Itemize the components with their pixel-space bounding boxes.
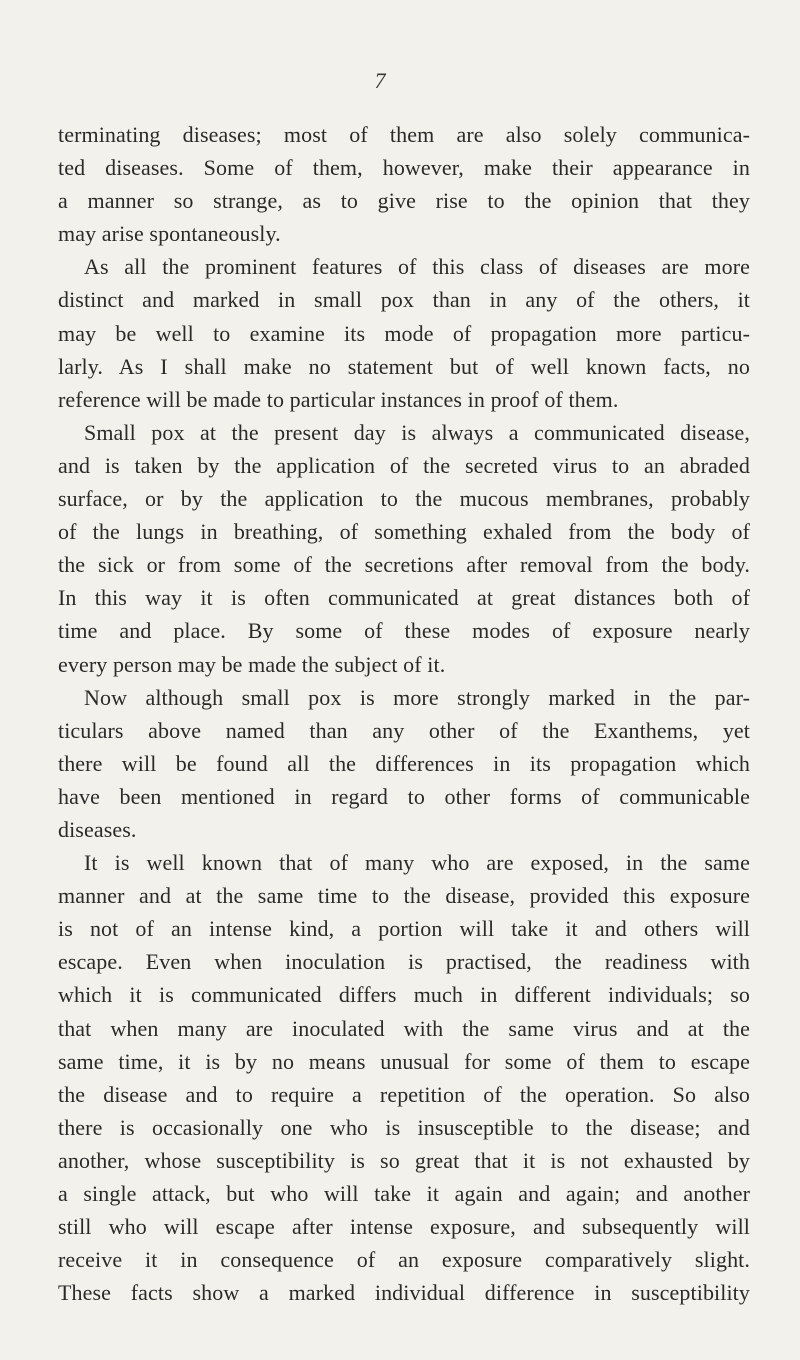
text-line: distinct and marked in small pox than in any of the others, it <box>58 287 750 313</box>
text-line: there will be found all the differences in its propagation which <box>58 750 750 776</box>
text-line: manner and at the same time to the disease, provided this exposure <box>58 883 750 909</box>
text-line: same time, it is by no means unusual for some of them to escape <box>58 1048 750 1074</box>
text-line: of the lungs in breathing, of something exhaled from the body of <box>58 519 750 545</box>
text-line: and is taken by the application of the secreted virus to an abraded <box>58 452 750 478</box>
text-line: As all the prominent features of this class of diseases are more <box>84 254 750 280</box>
text-line: a manner so strange, as to give rise to the opinion that they <box>58 188 750 214</box>
text-line: the disease and to require a repetition of the operation. So also <box>58 1081 750 1107</box>
text-line: terminating diseases; most of them are also solely communica- <box>58 122 750 147</box>
text-line: a single attack, but who will take it again and again; and another <box>58 1181 750 1206</box>
text-line: reference will be made to particular instances in proof of them. <box>58 386 619 412</box>
text-line: every person may be made the subject of it. <box>58 651 446 677</box>
text-line: another, whose susceptibility is so great that it is not exhausted by <box>58 1147 750 1173</box>
text-line: larly. As I shall make no statement but of well known facts, no <box>58 353 750 379</box>
text-line: It is well known that of many who are exposed, in the same <box>84 850 750 876</box>
text-line: surface, or by the application to the mucous membranes, probably <box>58 486 750 512</box>
text-line: ted diseases. Some of them, however, make their appearance in <box>58 155 750 181</box>
text-line: diseases. <box>58 816 137 842</box>
text-line: ticulars above named than any other of the Exanthems, yet <box>58 717 750 743</box>
text-line: receive it in consequence of an exposure comparatively slight. <box>58 1247 750 1273</box>
text-line: there is occasionally one who is insusceptible to the disease; and <box>58 1114 750 1140</box>
text-line: Small pox at the present day is always a communicated disease, <box>84 419 750 445</box>
body-text <box>58 118 750 1309</box>
text-line: Now although small pox is more strongly marked in the par- <box>84 684 750 710</box>
text-line: that when many are inoculated with the same virus and at the <box>58 1015 750 1041</box>
text-line: have been mentioned in regard to other forms of communicable <box>58 783 750 809</box>
page-number: 7 <box>374 68 386 93</box>
text-line: may be well to examine its mode of propagation more particu- <box>58 320 750 346</box>
text-line: still who will escape after intense exposure, and subsequently will <box>58 1214 750 1240</box>
text-line: time and place. By some of these modes of exposure nearly <box>58 618 750 644</box>
text-line: escape. Even when inoculation is practised, the readiness with <box>58 949 750 975</box>
text-line: the sick or from some of the secretions after removal from the body. <box>58 552 750 578</box>
text-line: These facts show a marked individual difference in susceptibility <box>58 1280 750 1306</box>
text-line: is not of an intense kind, a portion will take it and others will <box>58 916 750 942</box>
text-line: In this way it is often communicated at great distances both of <box>58 585 750 611</box>
text-line: which it is communicated differs much in different individuals; so <box>58 982 750 1008</box>
text-line: may arise spontaneously. <box>58 221 281 247</box>
